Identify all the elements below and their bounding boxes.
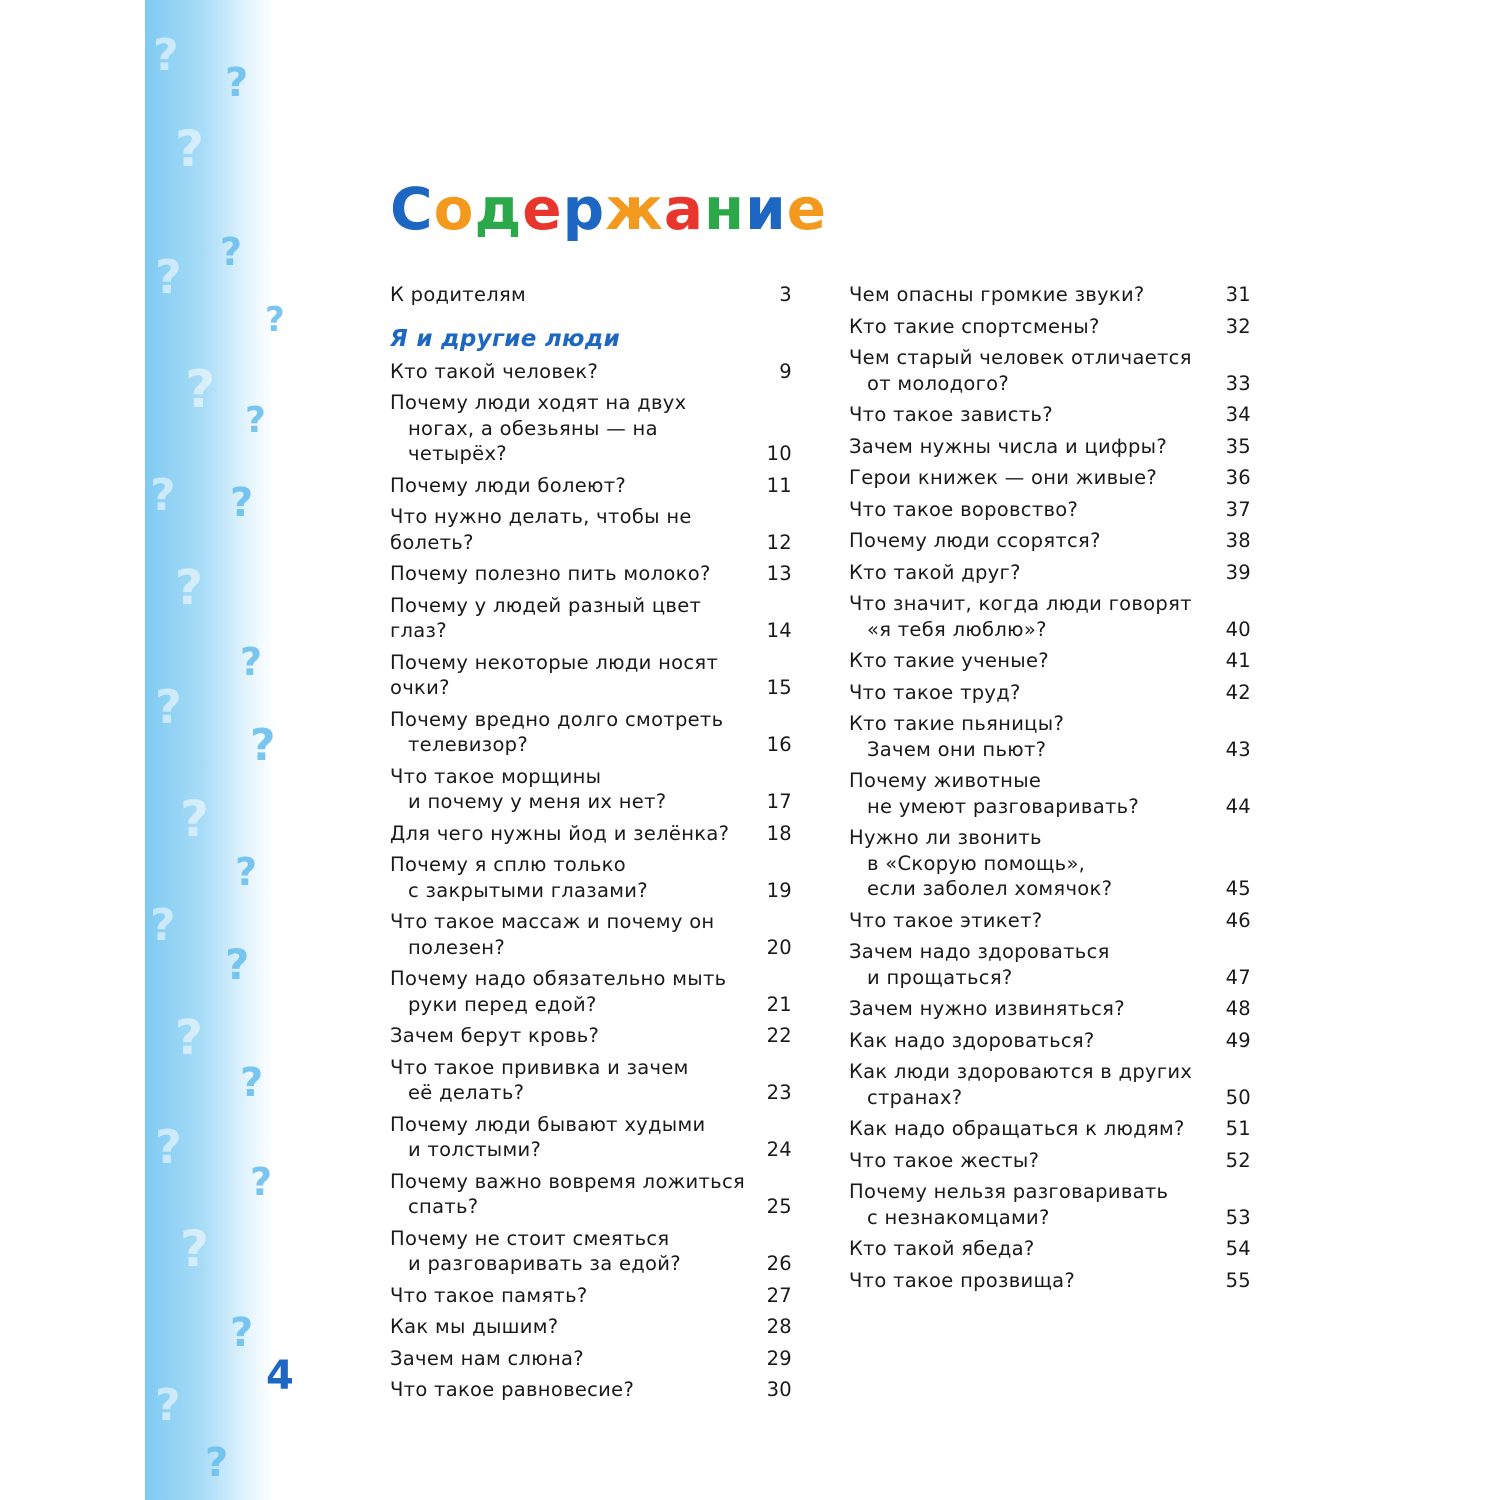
toc-entry-page: 12 xyxy=(766,530,792,554)
toc-entry-page: 25 xyxy=(766,1195,792,1218)
question-mark-icon: ? xyxy=(155,1380,181,1431)
toc-entry-title: Что такое прививка и зачем xyxy=(390,1055,689,1079)
question-mark-icon: ? xyxy=(240,1060,264,1106)
toc-entry[interactable] xyxy=(390,707,792,758)
question-mark-icon: ? xyxy=(225,60,249,106)
toc-entry-title: Почему люди бывают худыми xyxy=(390,1112,706,1136)
toc-entry-title: Что такое прозвища? xyxy=(849,1268,1076,1292)
toc-entry-page: 51 xyxy=(1225,1117,1251,1140)
toc-entry-title: Как люди здороваются в других xyxy=(849,1060,1193,1083)
question-mark-icon: ? xyxy=(175,1010,203,1066)
toc-entry-title: Зачем нужны числа и цифры? xyxy=(849,434,1168,458)
toc-entry-page: 18 xyxy=(766,821,792,845)
toc-entry-page: 14 xyxy=(766,619,792,642)
toc-left-column xyxy=(390,282,792,1409)
toc-entry-title: от молодого? xyxy=(867,371,1010,395)
toc-entry-title: Почему люди ходят на двух xyxy=(390,391,687,414)
toc-entry[interactable] xyxy=(390,1226,792,1277)
toc-entry-title: полезен? xyxy=(408,935,506,959)
question-mark-icon: ? xyxy=(155,250,182,304)
toc-entry[interactable] xyxy=(390,359,792,385)
toc-entry-title: Зачем надо здороваться xyxy=(849,940,1110,963)
toc-entry-title: Почему надо обязательно мыть xyxy=(390,967,727,990)
toc-entry[interactable] xyxy=(849,282,1251,308)
question-mark-icon: ? xyxy=(185,360,216,420)
toc-entry-page: 49 xyxy=(1225,1028,1251,1052)
toc-entry-title: Почему некоторые люди носят очки? xyxy=(390,650,719,699)
toc-entry-title: с незнакомцами? xyxy=(867,1205,1050,1229)
toc-right-column xyxy=(849,282,1251,1299)
toc-entry-page: 41 xyxy=(1225,649,1251,672)
title-letter: о xyxy=(433,175,475,243)
toc-entry-title: Чем опасны громкие звуки? xyxy=(849,283,1145,306)
title-letter: С xyxy=(390,175,434,243)
toc-entry[interactable] xyxy=(849,1236,1251,1262)
toc-entry[interactable] xyxy=(390,1055,792,1106)
toc-entry-title: Для чего нужны йод и зелёнка? xyxy=(390,821,730,845)
toc-entry-page: 43 xyxy=(1225,737,1251,761)
question-mark-icon: ? xyxy=(250,720,276,771)
toc-entry[interactable] xyxy=(390,821,792,847)
toc-entry-title: Почему нельзя разговаривать xyxy=(849,1180,1169,1203)
decorative-side-strip xyxy=(145,0,285,1500)
toc-entry[interactable] xyxy=(849,648,1251,674)
toc-entry[interactable] xyxy=(390,852,792,903)
toc-entry-title: Чем старый человек отличается xyxy=(849,346,1192,369)
toc-entry-page: 22 xyxy=(766,1024,792,1047)
toc-entry[interactable] xyxy=(849,528,1251,554)
toc-entry-page: 36 xyxy=(1225,466,1251,489)
toc-entry-intro[interactable] xyxy=(390,282,792,308)
toc-entry-page: 31 xyxy=(1225,283,1251,306)
toc-entry-page: 3 xyxy=(779,283,792,306)
toc-entry[interactable] xyxy=(390,909,792,960)
toc-entry-title: Что такое жесты? xyxy=(849,1148,1040,1172)
title-letter: д xyxy=(474,175,523,243)
toc-entry-page: 28 xyxy=(766,1315,792,1338)
toc-entry-page: 19 xyxy=(766,878,792,902)
toc-entry[interactable] xyxy=(390,1377,792,1403)
toc-entry-title: Кто такой ябеда? xyxy=(849,1237,1035,1260)
toc-entry[interactable] xyxy=(849,434,1251,460)
toc-entry-page: 53 xyxy=(1225,1205,1251,1229)
question-mark-icon: ? xyxy=(155,680,182,734)
title-letter: н xyxy=(704,175,746,243)
question-mark-icon: ? xyxy=(175,560,203,616)
toc-entry-title: Кто такой друг? xyxy=(849,560,1021,584)
page-title xyxy=(390,175,827,243)
toc-entry-title: Почему я сплю только xyxy=(390,853,626,876)
question-mark-icon: ? xyxy=(225,940,250,989)
toc-entry-title: если заболел хомячок? xyxy=(867,877,1113,900)
toc-entry-title: К родителям xyxy=(390,283,527,306)
toc-entry-title: и почему у меня их нет? xyxy=(408,790,667,813)
toc-entry[interactable] xyxy=(390,561,792,587)
toc-entry[interactable] xyxy=(849,1179,1251,1230)
toc-entry-page: 54 xyxy=(1225,1237,1251,1260)
toc-entry-page: 45 xyxy=(1225,877,1251,900)
toc-entry[interactable] xyxy=(390,1346,792,1372)
toc-entry-title: Почему у людей разный цвет глаз? xyxy=(390,593,702,642)
toc-entry[interactable] xyxy=(390,1112,792,1163)
toc-entry-title: «я тебя люблю»? xyxy=(867,617,1047,641)
question-mark-icon: ? xyxy=(235,850,258,894)
title-letter: е xyxy=(522,175,563,243)
toc-entry-title: Кто такой человек? xyxy=(390,359,599,383)
toc-entry-title: Как надо обращаться к людям? xyxy=(849,1117,1185,1140)
toc-entry-title: Нужно ли звонить xyxy=(849,826,1042,849)
toc-entry-page: 40 xyxy=(1225,617,1251,641)
toc-entry-page: 16 xyxy=(766,733,792,756)
toc-entry-page: 48 xyxy=(1225,997,1251,1020)
page-number: 4 xyxy=(266,1353,294,1399)
toc-entry-page: 13 xyxy=(766,562,792,585)
toc-entry-page: 32 xyxy=(1225,314,1251,338)
toc-entry-page: 47 xyxy=(1225,965,1251,989)
toc-entry-page: 17 xyxy=(766,790,792,813)
question-mark-icon: ? xyxy=(150,470,176,521)
toc-entry[interactable] xyxy=(390,390,792,467)
question-mark-icon: ? xyxy=(175,120,205,178)
toc-entry-title: в «Скорую помощь», xyxy=(867,851,1086,875)
toc-entry-page: 50 xyxy=(1225,1085,1251,1109)
toc-entry-title: Что такое труд? xyxy=(849,680,1021,704)
toc-entry[interactable] xyxy=(849,939,1251,990)
toc-entry[interactable] xyxy=(390,966,792,1017)
toc-entry-title: и разговаривать за едой? xyxy=(408,1252,681,1275)
toc-entry-title: Зачем нужно извиняться? xyxy=(849,997,1125,1020)
toc-entry[interactable] xyxy=(390,504,792,555)
toc-entry-page: 44 xyxy=(1225,794,1251,818)
toc-entry-page: 34 xyxy=(1225,403,1251,426)
toc-entry-title: Почему люди болеют? xyxy=(390,473,627,497)
question-mark-icon: ? xyxy=(250,1160,273,1204)
question-mark-icon: ? xyxy=(155,1120,182,1174)
toc-entry[interactable] xyxy=(390,1169,792,1220)
toc-entry[interactable] xyxy=(390,650,792,701)
toc-entry[interactable] xyxy=(849,402,1251,428)
title-letter: ж xyxy=(605,175,664,243)
toc-entry-title: Как мы дышим? xyxy=(390,1315,559,1338)
toc-entry-page: 38 xyxy=(1225,529,1251,552)
toc-entry-page: 15 xyxy=(766,676,792,699)
toc-entry[interactable] xyxy=(390,1283,792,1309)
question-mark-icon: ? xyxy=(245,400,266,441)
toc-entry-page: 23 xyxy=(766,1081,792,1104)
toc-entry[interactable] xyxy=(849,1116,1251,1142)
toc-entry-title: Что такое воровство? xyxy=(849,497,1079,521)
toc-entry-title: Что такое массаж и почему он xyxy=(390,910,715,933)
toc-entry-title: телевизор? xyxy=(408,733,529,756)
toc-entry[interactable] xyxy=(849,1059,1251,1110)
toc-entry-title: Кто такие ученые? xyxy=(849,649,1049,672)
toc-entry-title: Кто такие спортсмены? xyxy=(849,314,1100,338)
toc-entry-page: 55 xyxy=(1225,1268,1251,1292)
toc-entry-title: Что такое память? xyxy=(390,1283,588,1307)
toc-entry-title: Что значит, когда люди говорят xyxy=(849,592,1192,615)
question-mark-icon: ? xyxy=(265,300,285,340)
toc-entry-title: Почему важно вовремя ложиться xyxy=(390,1169,746,1193)
toc-entry-page: 35 xyxy=(1225,434,1251,458)
toc-entry-title: странах? xyxy=(867,1085,963,1109)
question-mark-icon: ? xyxy=(230,1310,254,1356)
toc-entry[interactable] xyxy=(849,465,1251,491)
toc-entry-title: Что такое зависть? xyxy=(849,403,1053,426)
title-letter: р xyxy=(562,175,606,243)
toc-entry-title: Почему не стоит смеяться xyxy=(390,1226,670,1250)
toc-entry-page: 39 xyxy=(1225,560,1251,584)
section-heading: Я и другие люди xyxy=(390,325,621,352)
toc-entry-title: Зачем они пьют? xyxy=(867,737,1047,761)
question-mark-icon: ? xyxy=(205,1440,229,1486)
toc-entry-page: 21 xyxy=(766,992,792,1016)
toc-entry-title: Кто такие пьяницы? xyxy=(849,712,1065,735)
toc-entry[interactable] xyxy=(849,996,1251,1022)
toc-entry[interactable] xyxy=(390,1314,792,1340)
toc-entry-page: 37 xyxy=(1225,497,1251,521)
toc-entry[interactable] xyxy=(849,1148,1251,1174)
toc-entry[interactable] xyxy=(849,768,1251,819)
toc-entry[interactable] xyxy=(849,497,1251,523)
title-letter: е xyxy=(786,175,828,243)
toc-entry-page: 42 xyxy=(1225,680,1251,704)
toc-entry[interactable] xyxy=(849,908,1251,934)
toc-entry-title: Почему животные xyxy=(849,769,1042,792)
toc-entry[interactable] xyxy=(849,560,1251,586)
toc-entry-page: 24 xyxy=(766,1138,792,1161)
toc-entry-title: Что такое этикет? xyxy=(849,908,1043,932)
question-mark-icon: ? xyxy=(230,480,254,526)
toc-entry-title: Что нужно делать, чтобы не болеть? xyxy=(390,505,692,554)
toc-entry-page: 9 xyxy=(779,359,792,383)
toc-entry-title: Герои книжек — они живые? xyxy=(849,466,1158,489)
toc-entry-title: Что такое равновесие? xyxy=(390,1378,635,1401)
toc-entry-title: не умеют разговаривать? xyxy=(867,794,1140,818)
question-mark-icon: ? xyxy=(150,900,176,951)
toc-entry-page: 33 xyxy=(1225,371,1251,395)
toc-entry-page: 52 xyxy=(1225,1148,1251,1172)
toc-entry-title: и прощаться? xyxy=(867,965,1013,989)
toc-entry-title: Зачем берут кровь? xyxy=(390,1024,600,1047)
toc-entry-page: 11 xyxy=(766,473,792,497)
toc-entry[interactable] xyxy=(390,473,792,499)
toc-entry-page: 29 xyxy=(766,1346,792,1370)
toc-entry[interactable] xyxy=(390,764,792,815)
toc-entry-title: Почему люди ссорятся? xyxy=(849,529,1101,552)
toc-entry-title: Почему полезно пить молоко? xyxy=(390,562,711,585)
question-mark-icon: ? xyxy=(180,1220,210,1278)
question-mark-icon: ? xyxy=(220,230,243,274)
toc-entry[interactable] xyxy=(849,591,1251,642)
toc-entry-page: 26 xyxy=(766,1252,792,1275)
toc-entry[interactable] xyxy=(849,680,1251,706)
toc-entry-title: Почему вредно долго смотреть xyxy=(390,707,724,731)
toc-entry[interactable] xyxy=(390,593,792,644)
question-mark-icon: ? xyxy=(153,30,179,81)
toc-entry-title: с закрытыми глазами? xyxy=(408,878,648,902)
toc-entry[interactable] xyxy=(849,711,1251,762)
toc-entry-title: Зачем нам слюна? xyxy=(390,1346,584,1370)
toc-entry-page: 46 xyxy=(1225,908,1251,932)
toc-entry-title: её делать? xyxy=(408,1081,525,1104)
toc-entry-title: руки перед едой? xyxy=(408,992,597,1016)
toc-entry-page: 20 xyxy=(766,935,792,959)
title-letter: а xyxy=(663,175,705,243)
question-mark-icon: ? xyxy=(240,640,263,684)
toc-entry-title: Что такое морщины xyxy=(390,764,602,788)
toc-entry[interactable] xyxy=(849,314,1251,340)
question-mark-icon: ? xyxy=(180,790,210,848)
toc-entry[interactable] xyxy=(849,1268,1251,1294)
toc-entry[interactable] xyxy=(849,825,1251,902)
toc-entry[interactable] xyxy=(849,345,1251,396)
toc-entry[interactable] xyxy=(390,1023,792,1049)
toc-entry-page: 30 xyxy=(766,1378,792,1401)
toc-entry-title: ногах, а обезьяны — на четырёх? xyxy=(408,416,658,465)
toc-entry-page: 10 xyxy=(766,442,792,465)
toc-entry-page: 27 xyxy=(766,1283,792,1307)
toc-entry-title: спать? xyxy=(408,1195,479,1218)
title-letter: и xyxy=(745,175,787,243)
toc-entry-title: и толстыми? xyxy=(408,1138,542,1161)
toc-entry[interactable] xyxy=(849,1028,1251,1054)
toc-entry-title: Как надо здороваться? xyxy=(849,1028,1095,1052)
